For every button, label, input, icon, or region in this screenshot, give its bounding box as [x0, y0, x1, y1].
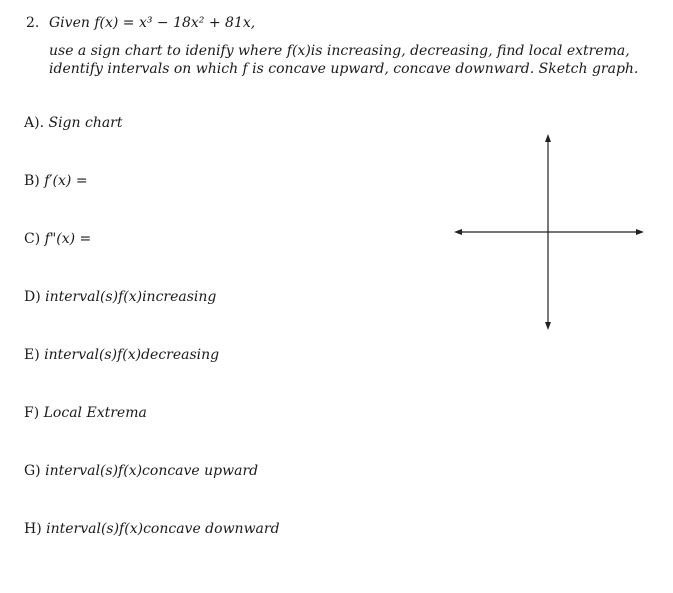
part-h-text: interval(s)f(x)concave downward	[41, 521, 280, 537]
part-c-label: C)	[24, 231, 41, 247]
x-axis-right-arrow-icon	[636, 229, 644, 235]
part-f-label: F)	[24, 405, 40, 421]
part-a-text: Sign chart	[44, 115, 123, 131]
part-f	[24, 404, 147, 422]
part-a	[24, 114, 123, 132]
part-b-text: f′(x) =	[39, 173, 88, 189]
part-g-text: interval(s)f(x)concave upward	[40, 463, 259, 479]
part-b	[24, 172, 88, 190]
y-axis-down-arrow-icon	[545, 322, 551, 330]
part-h	[24, 520, 280, 538]
part-g	[24, 462, 258, 480]
part-c-text: f"(x) =	[40, 231, 92, 247]
part-d-text: interval(s)f(x)increasing	[40, 289, 217, 305]
coordinate-axes	[450, 130, 650, 336]
part-e-label: E)	[24, 347, 40, 363]
question-number: 2.	[26, 15, 40, 31]
part-e	[24, 346, 219, 364]
part-h-label: H)	[24, 521, 42, 537]
question-instruction-line1: use a sign chart to idenify where f(x)is increasing, decreasing, find local extrema,	[49, 43, 630, 59]
y-axis-up-arrow-icon	[545, 134, 551, 142]
part-a-label: A).	[24, 115, 45, 131]
part-c	[24, 230, 91, 248]
part-f-text: Local Extrema	[39, 405, 147, 421]
part-d-label: D)	[24, 289, 41, 305]
part-b-label: B)	[24, 173, 40, 189]
question-title: Given f(x) = x³ − 18x² + 81x,	[49, 15, 256, 31]
part-d	[24, 288, 216, 306]
x-axis-left-arrow-icon	[454, 229, 462, 235]
part-e-text: interval(s)f(x)decreasing	[39, 347, 220, 363]
question-instruction-line2: identify intervals on which f is concave upward, concave downward. Sketch graph.	[49, 61, 639, 77]
part-g-label: G)	[24, 463, 41, 479]
